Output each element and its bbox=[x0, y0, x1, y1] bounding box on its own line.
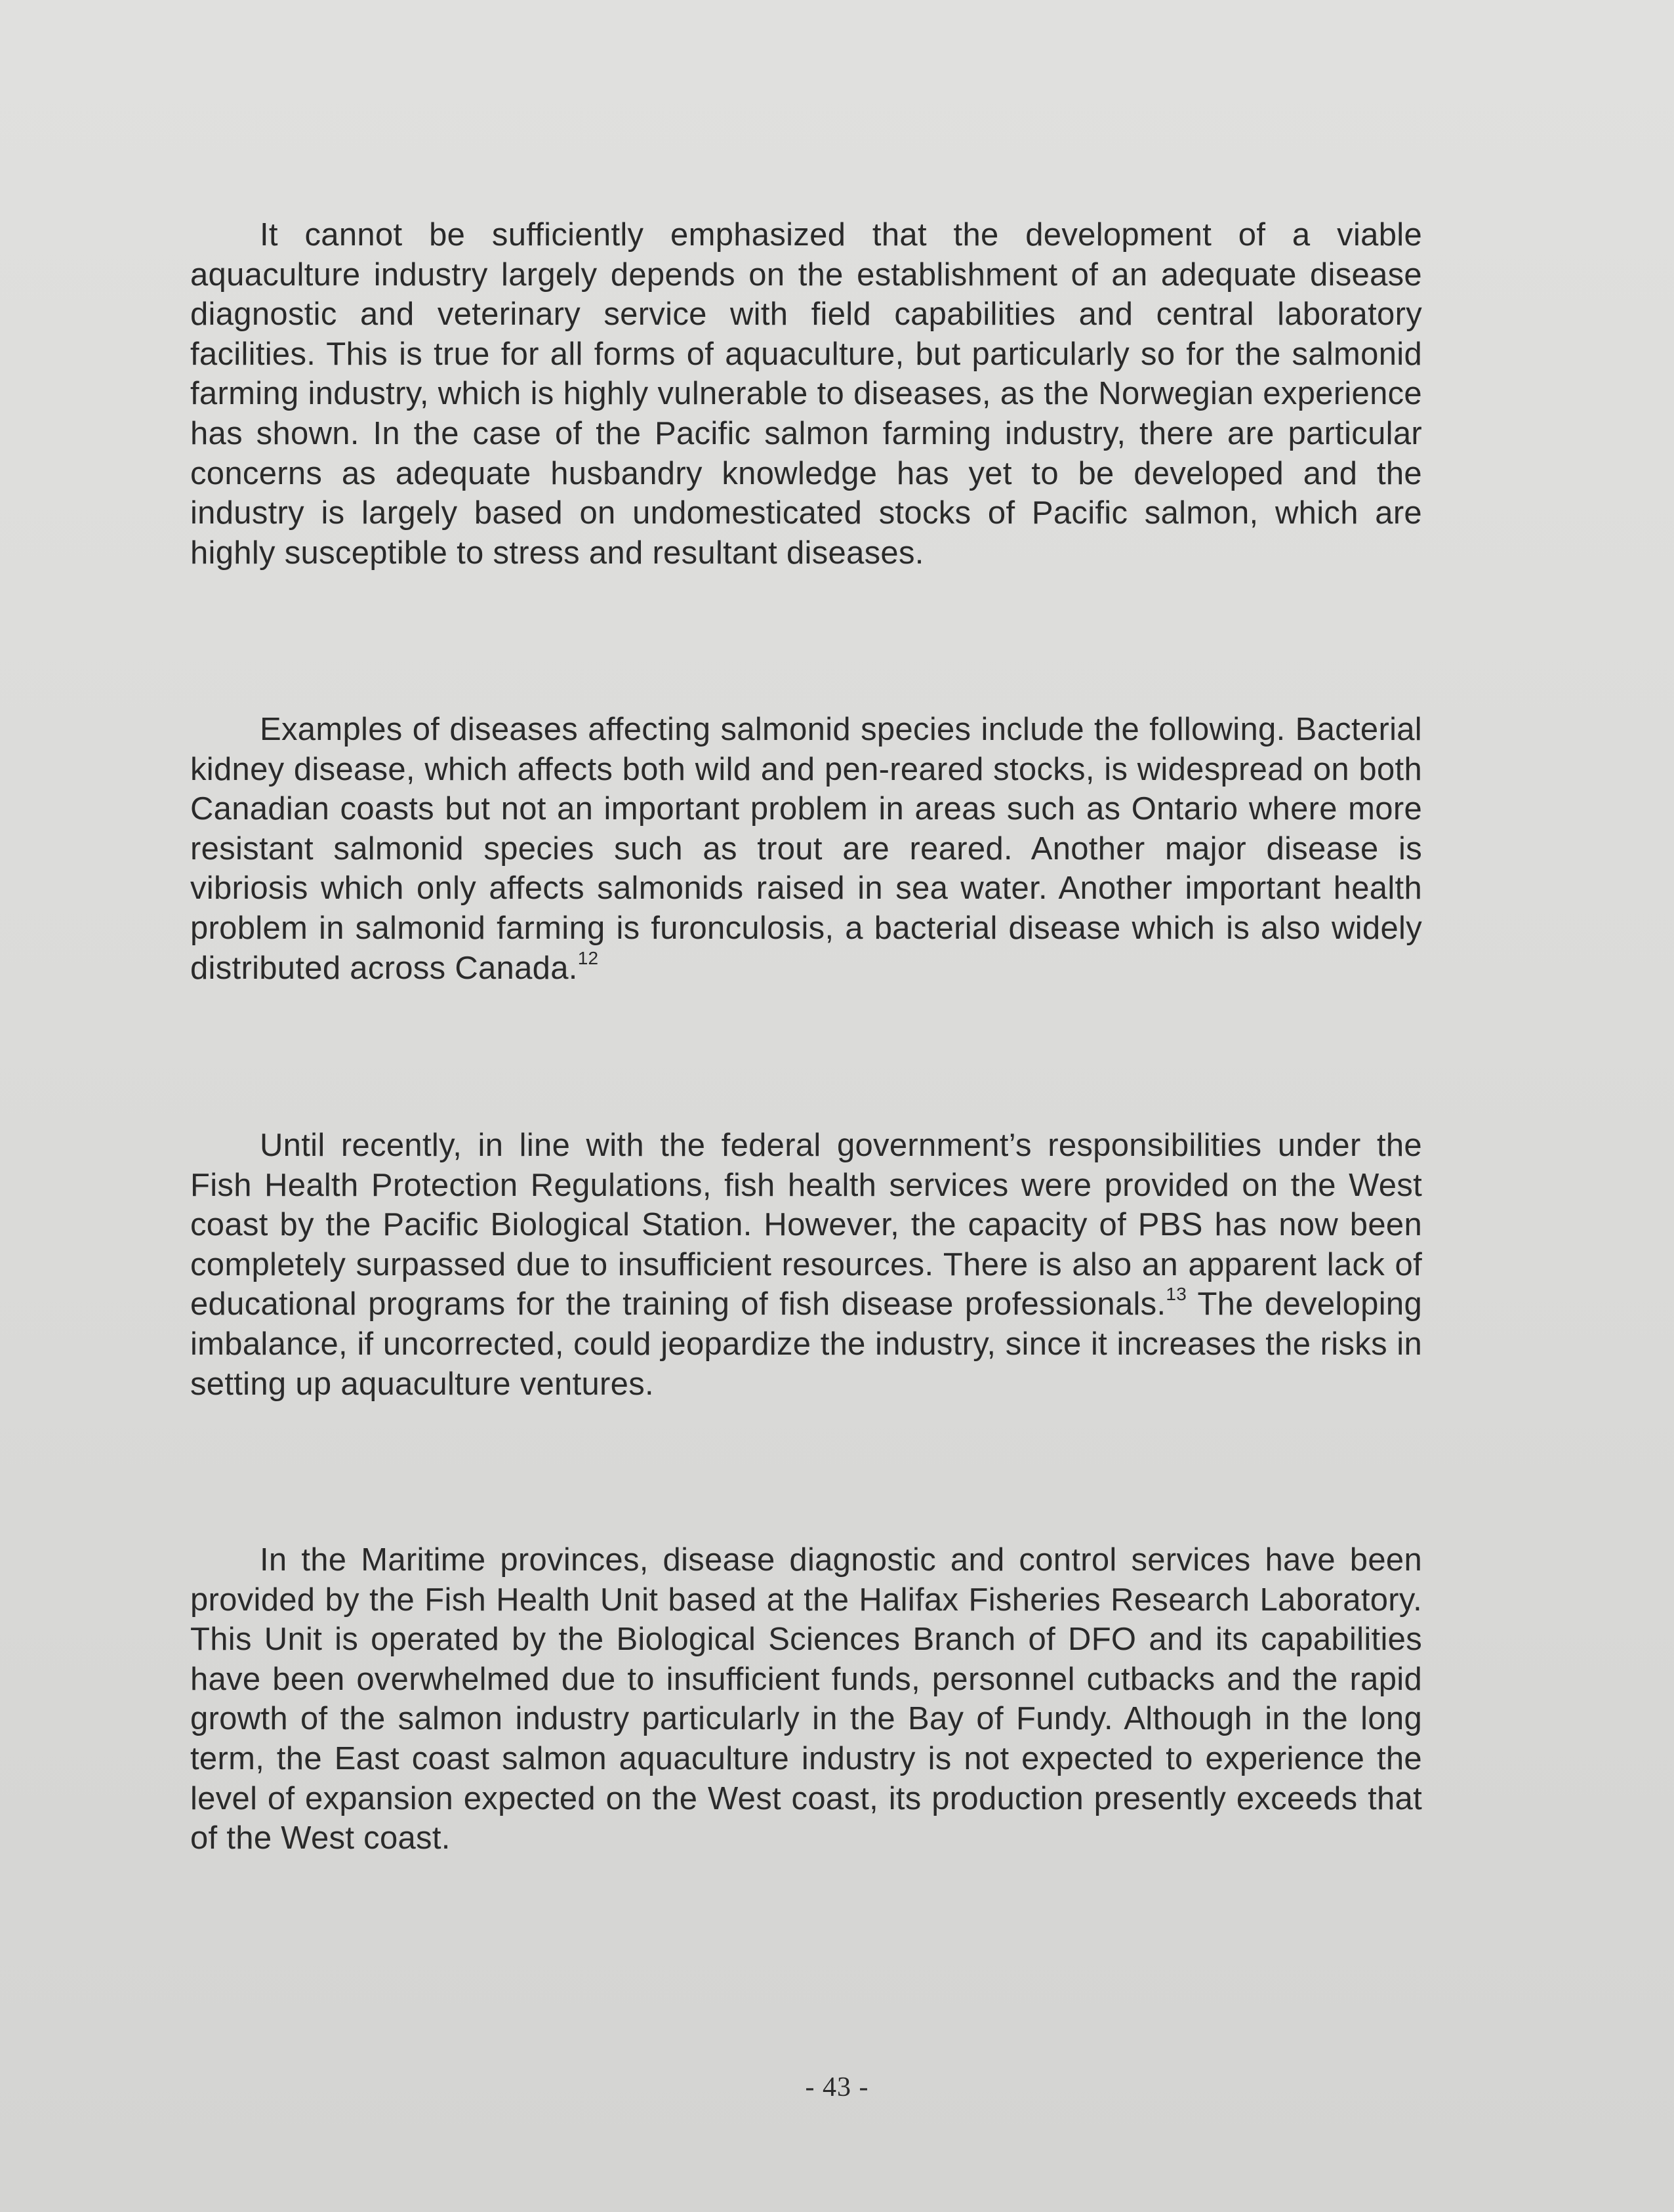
footnote-marker-13: 13 bbox=[1166, 1284, 1187, 1305]
paragraph-3 bbox=[190, 1126, 1422, 1404]
paragraph-1-text: It cannot be sufficiently emphasized that the development of a viable aquaculture industry largely depends on the establishment of an adequate disease diagnostic and veterinary service with field capabilities and central laboratory facilities. This is true for all forms of aquaculture, but particularly so for the salmonid farming industry, which is highly vulnerable to diseases, as the Norwegian experience has shown. In the case of the Pacific salmon farming industry, there are particular concerns as adequate husbandry knowledge has yet to be developed and the industry is largely based on undomesticated stocks of Pacific salmon, which are highly susceptible to stress and resultant diseases. bbox=[190, 217, 1422, 571]
paragraph-3-text-after: The developing imbalance, if uncorrected, could jeopardize the industry, since it increases the risks in setting up aquaculture ventures. bbox=[190, 1286, 1422, 1402]
paragraph-1 bbox=[190, 215, 1422, 573]
paragraph-2 bbox=[190, 710, 1422, 988]
footnote-marker-12: 12 bbox=[577, 947, 599, 968]
paragraph-4 bbox=[190, 1540, 1422, 1858]
paragraph-2-text: Examples of diseases affecting salmonid species include the following. Bacterial kidney disease, which affects both wild and pen-reared stocks, is widespread on both Canadian coasts but not an important problem in areas such as Ontario where more resistant salmonid species such as trout are reared. Another major disease is vibriosis which only affects salmonids raised in sea water. Another important health problem in salmonid farming is furonculosis, a bacterial disease which is also widely distributed across Canada. bbox=[190, 712, 1422, 986]
page-number: - 43 - bbox=[805, 2072, 869, 2102]
paragraph-3-text-before: Until recently, in line with the federal government’s responsibilities under the Fish Health Protection Regulations, fish health services were provided on the West coast by the Pacific Biological Station. However, the capacity of PBS has now been completely surpassed due to insufficient resources. There is also an apparent lack of educational programs for the training of fish disease professionals. bbox=[190, 1128, 1422, 1322]
paragraph-4-text: In the Maritime provinces, disease diagnostic and control services have been provided by the Fish Health Unit based at the Halifax Fisheries Research Laboratory. This Unit is operated by the Biological Sciences Branch of DFO and its capabilities have been overwhelmed due to insufficient funds, personnel cutbacks and the rapid growth of the salmon industry particularly in the Bay of Fundy. Although in the long term, the East coast salmon aquaculture industry is not expected to experience the level of expansion expected on the West coast, its production presently exceeds that of the West coast. bbox=[190, 1542, 1422, 1856]
